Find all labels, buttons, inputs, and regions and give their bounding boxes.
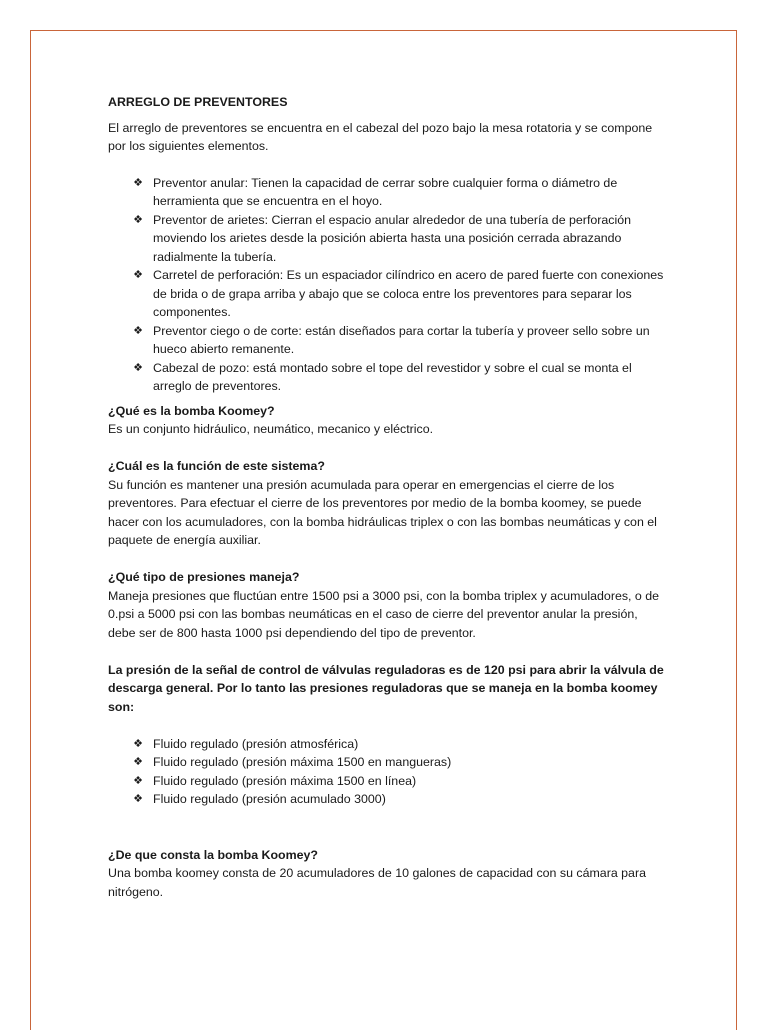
list-item: ❖ Fluido regulado (presión máxima 1500 en línea) [108,772,668,791]
list-item: ❖ Carretel de perforación: Es un espaciador cilíndrico en acero de pared fuerte con conexiones de brida o de grapa arriba y abajo que se coloca entre los preventores para separar los componentes. [108,266,668,322]
elements-list [108,174,668,396]
pressure-statement: La presión de la señal de control de válvulas reguladoras es de 120 psi para abrir la válvula de descarga general. Por lo tanto las presiones reguladoras que se maneja en la bomba koomey son: [108,662,664,714]
list-item: ❖ Preventor ciego o de corte: están diseñados para cortar la tubería y proveer sello sobre un hueco abierto remanente. [108,322,668,359]
diamond-bullet-icon: ❖ [133,269,143,281]
list-item: ❖ Fluido regulado (presión atmosférica) [108,735,668,754]
list-item: ❖ Cabezal de pozo: está montado sobre el tope del revestidor y sobre el cual se monta el arreglo de preventores. [108,359,668,396]
diamond-bullet-icon: ❖ [133,361,143,374]
intro-paragraph: El arreglo de preventores se encuentra en el cabezal del pozo bajo la mesa rotatoria y se compone por los siguientes elementos. [108,120,653,153]
diamond-bullet-icon: ❖ [133,793,143,805]
diamond-bullet-icon: ❖ [133,756,143,768]
diamond-bullet-icon: ❖ [133,774,143,787]
answer-paragraph: Maneja presiones que fluctúan entre 1500 psi a 3000 psi, con la bomba triplex y acumuladores, o de 0.psi a 5000 psi con las bombas neumáticas en el caso de cierre del preventor anular la presión, debe ser de 800 hasta 1000 psi dependiendo del tipo de preventor. [108,588,660,640]
list-item: ❖ Preventor anular: Tienen la capacidad de cerrar sobre cualquier forma o diámetro de herramienta que se encuentra en el hoyo. [108,174,668,211]
diamond-bullet-icon: ❖ [133,324,143,337]
list-item: ❖ Fluido regulado (presión máxima 1500 en mangueras) [108,753,668,772]
diamond-bullet-icon: ❖ [133,213,143,226]
list-item: ❖ Preventor de arietes: Cierran el espacio anular alrededor de una tubería de perforación moviendo los arietes desde la posición abierta hasta una posición cerrada abrazando radialmente la tubería. [108,211,668,267]
document-content [108,93,668,901]
document-page [30,30,737,1030]
question-heading: ¿De que consta la bomba Koomey? [108,847,318,862]
question-heading: ¿Cuál es la función de este sistema? [108,459,325,473]
list-item: ❖ Fluido regulado (presión acumulado 3000) [108,790,668,809]
diamond-bullet-icon: ❖ [133,176,143,189]
pressure-list [108,735,668,809]
diamond-bullet-icon: ❖ [133,737,143,750]
question-heading: ¿Qué tipo de presiones maneja? [108,570,300,584]
answer-paragraph: Su función es mantener una presión acumulada para operar en emergencias el cierre de los preventores. Para efectuar el cierre de los preventores por medio de la bomba koomey, se puede hacer con los acumuladores, con la bomba hidráulicas triplex o con las bombas neumáticas y con el paquete de energía auxiliar. [108,477,657,547]
answer-paragraph: Una bomba koomey consta de 20 acumuladores de 10 galones de capacidad con su cámara para nitrógeno. [108,866,646,899]
question-heading: ¿Qué es la bomba Koomey? [108,403,275,418]
answer-paragraph: Es un conjunto hidráulico, neumático, mecanico y eléctrico. [108,422,434,436]
document-title: ARREGLO DE PREVENTORES [108,95,288,109]
